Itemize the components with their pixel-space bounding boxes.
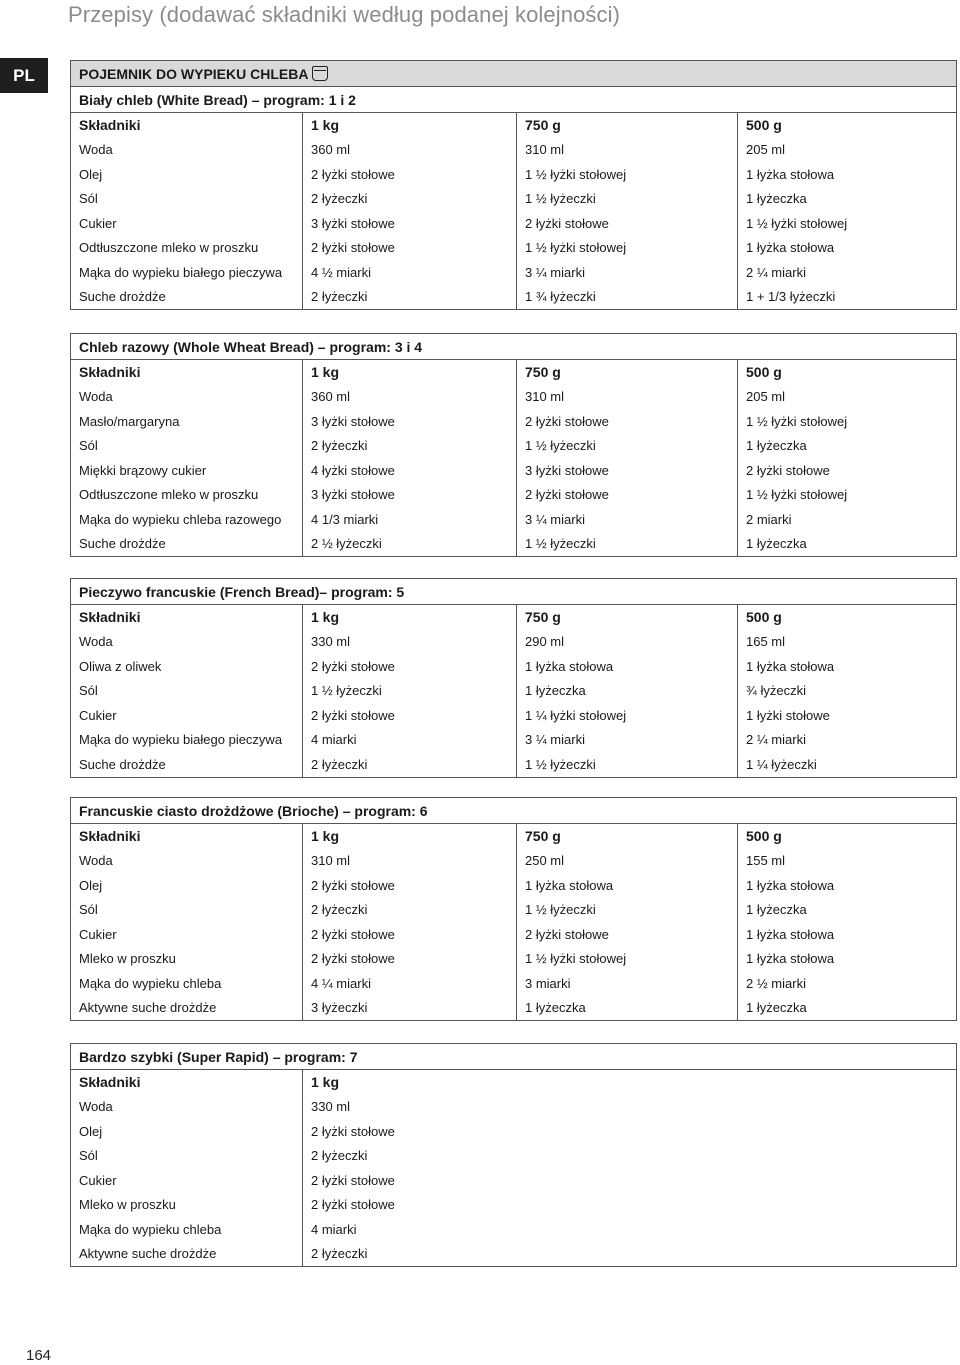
ingredient-quantity: 2 miarki (738, 507, 957, 532)
ingredient-quantity: 1 łyżki stołowe (738, 703, 957, 728)
ingredient-quantity: 330 ml (303, 1095, 957, 1120)
ingredient-name: Odtłuszczone mleko w proszku (71, 236, 303, 261)
column-header: Składniki (71, 1070, 303, 1095)
ingredient-quantity: 3 łyżeczki (303, 996, 517, 1021)
ingredient-name: Aktywne suche drożdże (71, 996, 303, 1021)
column-header: Składniki (71, 605, 303, 630)
ingredient-name: Olej (71, 873, 303, 898)
column-header: 500 g (738, 824, 957, 849)
ingredient-quantity: 310 ml (303, 849, 517, 874)
recipe-title-row (71, 87, 957, 113)
column-header: 1 kg (303, 1070, 957, 1095)
ingredient-name: Cukier (71, 211, 303, 236)
ingredient-row (71, 385, 957, 410)
column-header: 750 g (517, 824, 738, 849)
recipe-title: Chleb razowy (Whole Wheat Bread) – program: 3 i 4 (71, 334, 957, 360)
recipe-title-row (71, 579, 957, 605)
column-header: 500 g (738, 113, 957, 138)
ingredient-quantity: 3 ¼ miarki (517, 260, 738, 285)
ingredient-name: Mleko w proszku (71, 1193, 303, 1218)
ingredient-quantity: ¾ łyżeczki (738, 679, 957, 704)
column-header: 750 g (517, 360, 738, 385)
ingredient-row (71, 1119, 957, 1144)
ingredient-quantity: 4 ½ miarki (303, 260, 517, 285)
ingredient-quantity: 2 łyżki stołowe (303, 1193, 957, 1218)
ingredient-name: Mąka do wypieku białego pieczywa (71, 260, 303, 285)
ingredient-name: Odtłuszczone mleko w proszku (71, 483, 303, 508)
ingredient-quantity: 2 ¼ miarki (738, 728, 957, 753)
recipe-title: Biały chleb (White Bread) – program: 1 i 2 (71, 87, 957, 113)
ingredient-row (71, 1242, 957, 1267)
ingredient-quantity: 290 ml (517, 630, 738, 655)
recipe-table-whole-wheat (70, 333, 957, 557)
language-tab: PL (0, 58, 48, 93)
ingredient-quantity: 1 łyżeczka (738, 898, 957, 923)
ingredient-quantity: 2 łyżki stołowe (303, 162, 517, 187)
ingredient-quantity: 2 łyżki stołowe (517, 211, 738, 236)
ingredient-quantity: 1 łyżka stołowa (517, 873, 738, 898)
ingredient-row (71, 1144, 957, 1169)
ingredient-row (71, 996, 957, 1021)
ingredient-name: Mąka do wypieku chleba (71, 1217, 303, 1242)
ingredient-row (71, 1095, 957, 1120)
ingredient-name: Sól (71, 898, 303, 923)
ingredient-quantity: 1 ½ łyżki stołowej (517, 236, 738, 261)
ingredient-quantity: 1 + 1/3 łyżeczki (738, 285, 957, 310)
ingredient-name: Suche drożdże (71, 285, 303, 310)
ingredient-quantity: 1 łyżeczka (517, 679, 738, 704)
ingredient-quantity: 1 ¼ łyżki stołowej (517, 703, 738, 728)
container-header (71, 61, 957, 87)
ingredient-name: Cukier (71, 922, 303, 947)
ingredient-quantity: 1 ½ łyżeczki (517, 532, 738, 557)
ingredient-quantity: 1 ½ łyżki stołowej (738, 483, 957, 508)
ingredient-row (71, 630, 957, 655)
ingredient-quantity: 2 ½ miarki (738, 971, 957, 996)
ingredient-quantity: 1 ½ łyżki stołowej (738, 409, 957, 434)
ingredient-row (71, 162, 957, 187)
column-header: 500 g (738, 360, 957, 385)
ingredient-row (71, 922, 957, 947)
column-header: 1 kg (303, 824, 517, 849)
ingredient-name: Woda (71, 138, 303, 163)
ingredient-quantity: 1 łyżeczka (738, 996, 957, 1021)
ingredient-quantity: 2 łyżki stołowe (303, 703, 517, 728)
ingredient-quantity: 2 łyżki stołowe (517, 483, 738, 508)
ingredient-row (71, 507, 957, 532)
ingredient-row (71, 285, 957, 310)
ingredient-quantity: 1 łyżeczka (517, 996, 738, 1021)
ingredient-name: Olej (71, 162, 303, 187)
ingredient-quantity: 205 ml (738, 138, 957, 163)
column-header: 1 kg (303, 360, 517, 385)
column-header: Składniki (71, 824, 303, 849)
container-header-row (71, 61, 957, 87)
ingredient-quantity: 2 łyżki stołowe (303, 947, 517, 972)
ingredient-quantity: 4 łyżki stołowe (303, 458, 517, 483)
ingredient-quantity: 1 łyżka stołowa (738, 922, 957, 947)
ingredient-name: Sól (71, 679, 303, 704)
ingredient-quantity: 155 ml (738, 849, 957, 874)
ingredient-quantity: 1 ½ łyżki stołowej (517, 947, 738, 972)
container-label: POJEMNIK DO WYPIEKU CHLEBA (79, 65, 309, 82)
column-header-row (71, 824, 957, 849)
ingredient-quantity: 2 łyżki stołowe (303, 654, 517, 679)
ingredient-name: Olej (71, 1119, 303, 1144)
ingredient-quantity: 1 łyżka stołowa (738, 236, 957, 261)
ingredient-name: Mąka do wypieku chleba (71, 971, 303, 996)
ingredient-name: Woda (71, 1095, 303, 1120)
recipe-table-brioche (70, 797, 957, 1021)
ingredient-quantity: 3 ¼ miarki (517, 507, 738, 532)
ingredient-quantity: 2 łyżki stołowe (303, 873, 517, 898)
ingredient-quantity: 1 łyżeczka (738, 187, 957, 212)
ingredient-row (71, 211, 957, 236)
ingredient-quantity: 2 łyżeczki (303, 752, 517, 777)
ingredient-quantity: 1 ½ łyżki stołowej (517, 162, 738, 187)
ingredient-quantity: 2 łyżki stołowe (303, 1168, 957, 1193)
ingredient-quantity: 1 ½ łyżeczki (517, 898, 738, 923)
ingredient-row (71, 187, 957, 212)
ingredient-row (71, 654, 957, 679)
ingredient-quantity: 2 łyżki stołowe (517, 409, 738, 434)
column-header: 1 kg (303, 605, 517, 630)
ingredient-quantity: 2 łyżki stołowe (303, 922, 517, 947)
ingredient-row (71, 873, 957, 898)
column-header-row (71, 1070, 957, 1095)
recipe-table-super-rapid (70, 1043, 957, 1267)
ingredient-quantity: 2 łyżki stołowe (303, 236, 517, 261)
ingredient-name: Sól (71, 434, 303, 459)
ingredient-name: Woda (71, 385, 303, 410)
column-header: 1 kg (303, 113, 517, 138)
ingredient-quantity: 4 1/3 miarki (303, 507, 517, 532)
ingredient-name: Miękki brązowy cukier (71, 458, 303, 483)
ingredient-row (71, 409, 957, 434)
page-title: Przepisy (dodawać składniki według podanej kolejności) (68, 2, 621, 27)
ingredient-row (71, 260, 957, 285)
ingredient-quantity: 3 łyżki stołowe (517, 458, 738, 483)
recipe-title-row (71, 334, 957, 360)
ingredient-quantity: 2 łyżki stołowe (303, 1119, 957, 1144)
ingredient-row (71, 483, 957, 508)
ingredient-name: Cukier (71, 1168, 303, 1193)
ingredient-quantity: 1 łyżeczka (738, 434, 957, 459)
ingredient-quantity: 1 ½ łyżeczki (517, 752, 738, 777)
column-header: 750 g (517, 113, 738, 138)
ingredient-quantity: 1 ½ łyżeczki (517, 434, 738, 459)
ingredient-name: Mąka do wypieku białego pieczywa (71, 728, 303, 753)
recipe-title: Pieczywo francuskie (French Bread)– program: 5 (71, 579, 957, 605)
ingredient-row (71, 434, 957, 459)
ingredient-quantity: 250 ml (517, 849, 738, 874)
ingredient-quantity: 4 miarki (303, 1217, 957, 1242)
ingredient-quantity: 2 łyżeczki (303, 898, 517, 923)
ingredient-row (71, 679, 957, 704)
ingredient-row (71, 898, 957, 923)
ingredient-name: Cukier (71, 703, 303, 728)
recipe-title-row (71, 798, 957, 824)
ingredient-row (71, 752, 957, 777)
ingredient-name: Mleko w proszku (71, 947, 303, 972)
ingredient-quantity: 1 łyżka stołowa (738, 873, 957, 898)
column-header: Składniki (71, 360, 303, 385)
recipe-table-french-bread (70, 578, 957, 778)
ingredient-row (71, 703, 957, 728)
ingredient-quantity: 330 ml (303, 630, 517, 655)
ingredient-row (71, 138, 957, 163)
ingredient-row (71, 728, 957, 753)
ingredient-quantity: 2 łyżeczki (303, 434, 517, 459)
ingredient-quantity: 1 łyżka stołowa (517, 654, 738, 679)
ingredient-name: Oliwa z oliwek (71, 654, 303, 679)
ingredient-row (71, 849, 957, 874)
ingredient-quantity: 360 ml (303, 385, 517, 410)
ingredient-quantity: 310 ml (517, 385, 738, 410)
recipe-table-white-bread (70, 60, 957, 310)
ingredient-name: Sól (71, 1144, 303, 1169)
ingredient-quantity: 1 łyżka stołowa (738, 654, 957, 679)
ingredient-name: Suche drożdże (71, 752, 303, 777)
ingredient-row (71, 971, 957, 996)
ingredient-name: Suche drożdże (71, 532, 303, 557)
ingredient-quantity: 1 łyżka stołowa (738, 162, 957, 187)
ingredient-quantity: 1 ½ łyżeczki (303, 679, 517, 704)
recipe-title: Francuskie ciasto drożdżowe (Brioche) – program: 6 (71, 798, 957, 824)
ingredient-quantity: 1 ¾ łyżeczki (517, 285, 738, 310)
ingredient-quantity: 2 łyżki stołowe (738, 458, 957, 483)
ingredient-quantity: 4 ¼ miarki (303, 971, 517, 996)
ingredient-quantity: 1 łyżeczka (738, 532, 957, 557)
ingredient-quantity: 3 łyżki stołowe (303, 409, 517, 434)
ingredient-quantity: 2 ¼ miarki (738, 260, 957, 285)
ingredient-name: Woda (71, 630, 303, 655)
ingredient-row (71, 1168, 957, 1193)
ingredient-name: Masło/margaryna (71, 409, 303, 434)
ingredient-quantity: 360 ml (303, 138, 517, 163)
ingredient-quantity: 4 miarki (303, 728, 517, 753)
ingredient-quantity: 2 łyżeczki (303, 187, 517, 212)
column-header: 750 g (517, 605, 738, 630)
ingredient-name: Woda (71, 849, 303, 874)
recipe-title: Bardzo szybki (Super Rapid) – program: 7 (71, 1044, 957, 1070)
ingredient-quantity: 310 ml (517, 138, 738, 163)
ingredient-name: Aktywne suche drożdże (71, 1242, 303, 1267)
ingredient-quantity: 2 łyżeczki (303, 285, 517, 310)
ingredient-quantity: 205 ml (738, 385, 957, 410)
ingredient-quantity: 2 łyżeczki (303, 1144, 957, 1169)
ingredient-quantity: 3 miarki (517, 971, 738, 996)
ingredient-quantity: 3 ¼ miarki (517, 728, 738, 753)
column-header-row (71, 360, 957, 385)
column-header-row (71, 113, 957, 138)
ingredient-row (71, 1193, 957, 1218)
recipe-title-row (71, 1044, 957, 1070)
ingredient-quantity: 2 ½ łyżeczki (303, 532, 517, 557)
column-header-row (71, 605, 957, 630)
page-number: 164 (26, 1347, 52, 1364)
ingredient-quantity: 1 ½ łyżki stołowej (738, 211, 957, 236)
ingredient-row (71, 947, 957, 972)
ingredient-quantity: 3 łyżki stołowe (303, 483, 517, 508)
ingredient-quantity: 2 łyżki stołowe (517, 922, 738, 947)
ingredient-quantity: 165 ml (738, 630, 957, 655)
ingredient-quantity: 1 łyżka stołowa (738, 947, 957, 972)
bread-pan-icon (312, 66, 328, 81)
ingredient-name: Mąka do wypieku chleba razowego (71, 507, 303, 532)
ingredient-quantity: 1 ½ łyżeczki (517, 187, 738, 212)
column-header: 500 g (738, 605, 957, 630)
ingredient-name: Sól (71, 187, 303, 212)
ingredient-row (71, 458, 957, 483)
ingredient-row (71, 236, 957, 261)
column-header: Składniki (71, 113, 303, 138)
ingredient-quantity: 2 łyżeczki (303, 1242, 957, 1267)
ingredient-quantity: 3 łyżki stołowe (303, 211, 517, 236)
ingredient-row (71, 532, 957, 557)
ingredient-quantity: 1 ¼ łyżeczki (738, 752, 957, 777)
ingredient-row (71, 1217, 957, 1242)
